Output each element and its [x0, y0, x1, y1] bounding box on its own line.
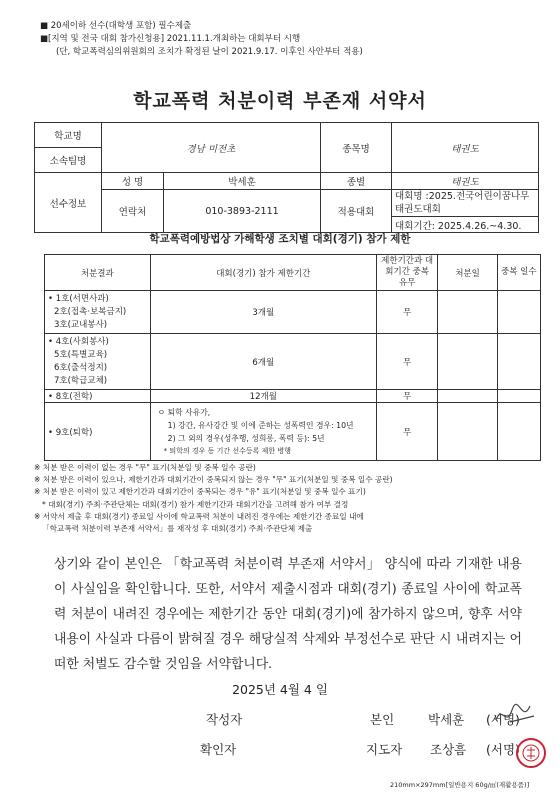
sport-value: 태권도 — [392, 173, 539, 190]
event-label: 종목명 — [321, 123, 392, 173]
row4-period: ㅇ 퇴학 사유가, 1) 강간, 유사강간 및 이에 준하는 성폭력인 경우: 10년 2) 그 외의 경우(성추행, 성희롱, 폭력 등): 5년 * 퇴학의 경우 동 기간 선수등록 제한 병행 — [150, 403, 376, 461]
table-row — [45, 291, 541, 334]
row4-days — [497, 403, 540, 461]
row2-date — [438, 334, 497, 390]
table-row — [45, 334, 541, 390]
seal-stamp — [516, 738, 546, 768]
row1-date — [438, 291, 497, 334]
col-period: 대회(경기) 참가 제한기간 — [150, 255, 376, 291]
col-overlap: 제한기간과 대회기간 중복 유무 — [376, 255, 437, 291]
table-row — [45, 390, 541, 403]
note-5: ※ 서약서 제출 후 대회(경기) 종료일 사이에 학교폭력 처분이 내려진 경우에는 제한기간 종료일 내에 — [34, 511, 364, 521]
row3-date — [438, 390, 497, 403]
seal-stamp-icon — [518, 740, 544, 766]
team-label: 소속팀명 — [35, 148, 102, 173]
col-date: 처분일 — [438, 255, 497, 291]
confirm-label: 확인자 — [200, 742, 237, 757]
contact-value: 010-3893-2111 — [164, 190, 321, 233]
row4-date — [438, 403, 497, 461]
name-label: 성 명 — [102, 173, 164, 190]
writer-label: 작성자 — [206, 712, 243, 727]
row3-period: 12개월 — [150, 390, 376, 403]
note-1: ※ 처분 받은 이력이 없는 경우 "무" 표기(처분일 및 중복 일수 공란) — [34, 463, 256, 472]
pledge-date: 2025년 4월 4 일 — [232, 682, 328, 697]
row2-overlap: 무 — [376, 334, 437, 390]
row2-period: 6개월 — [150, 334, 376, 390]
guide-label: 지도자 — [366, 742, 403, 757]
header-line-1: ■ 20세이하 선수(대학생 포함) 필수제출 — [40, 21, 192, 31]
header-line-3: (단, 학교폭력심의위원회의 조치가 확정된 날이 2021.9.17. 이후인 사안부터 적용) — [56, 47, 363, 57]
seal-1: (서명) — [486, 712, 520, 727]
guide-name: 조상흠 — [430, 742, 467, 757]
school-label: 학교명 — [35, 123, 102, 148]
row1-result: • 1호(서면사과) 2호(접촉·보복금지) 3호(교내봉사) — [45, 291, 151, 334]
notes — [34, 462, 544, 535]
col-result: 처분결과 — [45, 255, 151, 291]
restriction-table — [44, 254, 541, 461]
row2-result: • 4호(사회봉사) 5호(특별교육) 6호(출석정지) 7호(학급교체) — [45, 334, 151, 390]
self-label: 본인 — [370, 712, 395, 727]
handwritten-signature — [490, 700, 540, 730]
row3-days — [497, 390, 540, 403]
note-4: * 대회(경기) 주최·주관단체는 대회(경기) 참가 제한기간과 대회기간을 고려해 참가 여부 결정 — [42, 499, 349, 509]
row3-overlap: 무 — [376, 390, 437, 403]
contact-label: 연락처 — [102, 190, 164, 233]
competition-name: 대회명 :2025.전국어린이꿈나무태권도대회 — [392, 190, 539, 217]
form-footer: 210mm×297mm[일반용지 60g/㎡(재활용품)] — [390, 781, 530, 789]
pledge-text: 상기와 같이 본인은 「학교폭력 처분이력 부존재 서약서」 양식에 따라 기재한 내용이 사실임을 확인합니다. 또한, 서약서 제출시점과 대회(경기) 종료일 사이에 학교폭력 처분이 내려진 경우에는 제한기간 동안 대회(경기)에 참가하지 않으며, 향후 서약내용이 사실과 다름이 밝혀질 경우 해당실적 삭제와 부정선수로 판단 시 내려지는 어떠한 처벌도 감수할 것임을 서약합니다. — [54, 557, 522, 672]
document-title: 학교폭력 처분이력 부존재 서약서 — [133, 90, 427, 112]
row1-days — [497, 291, 540, 334]
athlete-label: 선수정보 — [35, 173, 102, 233]
note-3: ※ 처분 받은 이력이 있고 제한기간과 대회기간이 중복되는 경우 "유" 표기(처분일 및 중복 일수 표기) — [34, 487, 366, 497]
header-line-2: ■[지역 및 전국 대회 참가신청용] 2021.11.1.개최하는 대회부터 시행 — [40, 34, 301, 44]
col-days: 중복 일수 — [497, 255, 540, 291]
row1-overlap: 무 — [376, 291, 437, 334]
note-2: ※ 처분 받은 이력이 있으나, 제한기간과 대회기간이 중복되지 않는 경우 "무" 표기(처분일 및 중복 일수 공란) — [34, 475, 393, 485]
competition-period: 대회기간: 2025.4.26.~4.30. — [392, 217, 539, 233]
row3-result: • 8호(전학) — [45, 390, 151, 403]
self-name: 박세훈 — [428, 712, 465, 727]
row4-overlap: 무 — [376, 403, 437, 461]
seal-2: (서명) — [486, 742, 520, 757]
note-6: 「학교폭력 처분이력 부존재 서약서」를 재작성 후 대회(경기) 주최·주관단체 제출 — [42, 524, 313, 534]
event-value: 태권도 — [392, 123, 539, 173]
restriction-subtitle: 학교폭력예방법상 가해학생 조치별 대회(경기) 참가 제한 — [149, 233, 411, 245]
info-table — [34, 122, 539, 233]
name-value: 박세훈 — [164, 173, 321, 190]
table-row — [45, 403, 541, 461]
competition-label: 적용대회 — [321, 190, 392, 233]
row4-result: • 9호(퇴학) — [45, 403, 151, 461]
school-value: 경남 미전초 — [102, 123, 321, 173]
sport-label: 종별 — [321, 173, 392, 190]
row1-period: 3개월 — [150, 291, 376, 334]
row2-days — [497, 334, 540, 390]
